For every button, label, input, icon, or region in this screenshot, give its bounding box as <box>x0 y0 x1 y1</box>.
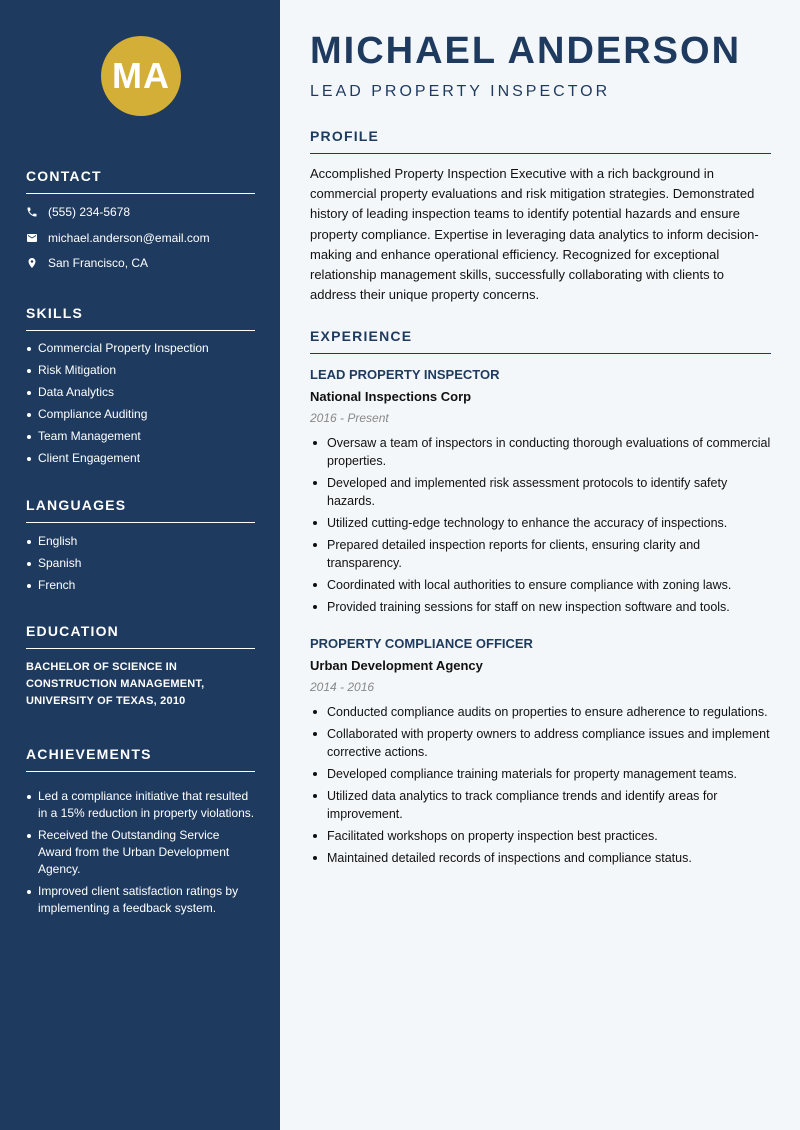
job-bullet: Utilized cutting-edge technology to enhance the accuracy of inspections. <box>310 514 771 532</box>
language-item: French <box>26 577 255 594</box>
job-bullet: Coordinated with local authorities to ensure compliance with zoning laws. <box>310 576 771 594</box>
job-company: Urban Development Agency <box>310 658 483 673</box>
job-title: PROPERTY COMPLIANCE OFFICER <box>310 636 533 651</box>
languages-list <box>26 533 255 599</box>
job-bullets <box>310 703 771 871</box>
achievements-list <box>26 788 255 922</box>
contact-phone[interactable] <box>26 204 130 220</box>
language-item: English <box>26 533 255 550</box>
job-bullet: Maintained detailed records of inspections and compliance status. <box>310 849 771 867</box>
location-text: San Francisco, CA <box>48 256 149 270</box>
experience-heading: EXPERIENCE <box>310 328 771 354</box>
skills-heading: SKILLS <box>26 305 255 331</box>
main-content <box>280 0 800 1130</box>
job-bullet: Oversaw a team of inspectors in conducting thorough evaluations of commercial properties. <box>310 434 771 470</box>
achievement-item: Improved client satisfaction ratings by implementing a feedback system. <box>26 883 255 917</box>
phone-text: (555) 234-5678 <box>48 205 131 219</box>
education-heading: EDUCATION <box>26 623 255 649</box>
job-company: National Inspections Corp <box>310 389 472 404</box>
skill-item: Compliance Auditing <box>26 406 255 423</box>
email-text: michael.anderson@email.com <box>48 231 210 245</box>
language-item: Spanish <box>26 555 255 572</box>
job-bullet: Conducted compliance audits on properties to ensure adherence to regulations. <box>310 703 771 721</box>
achievement-item: Received the Outstanding Service Award from the Urban Development Agency. <box>26 827 255 878</box>
contact-location <box>26 255 148 271</box>
skills-list <box>26 340 255 472</box>
skill-item: Data Analytics <box>26 384 255 401</box>
skill-item: Team Management <box>26 428 255 445</box>
job-title: LEAD PROPERTY INSPECTOR <box>310 367 500 382</box>
job-bullet: Prepared detailed inspection reports for clients, ensuring clarity and transparency. <box>310 536 771 572</box>
languages-heading: LANGUAGES <box>26 497 255 523</box>
phone-icon <box>26 206 38 218</box>
job-bullet: Utilized data analytics to track compliance trends and identify areas for improvement. <box>310 787 771 823</box>
candidate-role: LEAD PROPERTY INSPECTOR <box>310 83 611 100</box>
avatar: MA <box>101 36 181 116</box>
achievements-heading: ACHIEVEMENTS <box>26 746 255 772</box>
education-degree: BACHELOR OF SCIENCE IN CONSTRUCTION MANAGEMENT, UNIVERSITY OF TEXAS, 2010 <box>26 661 205 707</box>
email-icon <box>26 232 38 244</box>
job-bullet: Developed and implemented risk assessment protocols to identify safety hazards. <box>310 474 771 510</box>
job-dates: 2014 - 2016 <box>310 680 375 694</box>
profile-text: Accomplished Property Inspection Executive with a rich background in commercial property evaluations and risk mitigation strategies. Demonstrated history of leading inspection teams to identify potential hazards and ensure property compliance. Expertise in leveraging data analytics to inform decision-making and enhance operational efficiency. Recognized for exceptional relationship management skills, successfully collaborating with clients to address their unique property concerns. <box>310 166 759 303</box>
job-bullet: Developed compliance training materials for property management teams. <box>310 765 771 783</box>
job-bullets <box>310 434 771 620</box>
job-bullet: Collaborated with property owners to address compliance issues and implement corrective actions. <box>310 725 771 761</box>
job-bullet: Provided training sessions for staff on new inspection software and tools. <box>310 598 771 616</box>
job-bullet: Facilitated workshops on property inspection best practices. <box>310 827 771 845</box>
achievement-item: Led a compliance initiative that resulted in a 15% reduction in property violations. <box>26 788 255 822</box>
profile-heading: PROFILE <box>310 128 771 154</box>
contact-email[interactable] <box>26 230 210 246</box>
job-dates: 2016 - Present <box>310 411 389 425</box>
skill-item: Client Engagement <box>26 450 255 467</box>
skill-item: Commercial Property Inspection <box>26 340 255 357</box>
candidate-name: MICHAEL ANDERSON <box>310 30 742 72</box>
sidebar <box>0 0 280 1130</box>
skill-item: Risk Mitigation <box>26 362 255 379</box>
location-pin-icon <box>26 257 38 269</box>
contact-heading: CONTACT <box>26 168 255 194</box>
